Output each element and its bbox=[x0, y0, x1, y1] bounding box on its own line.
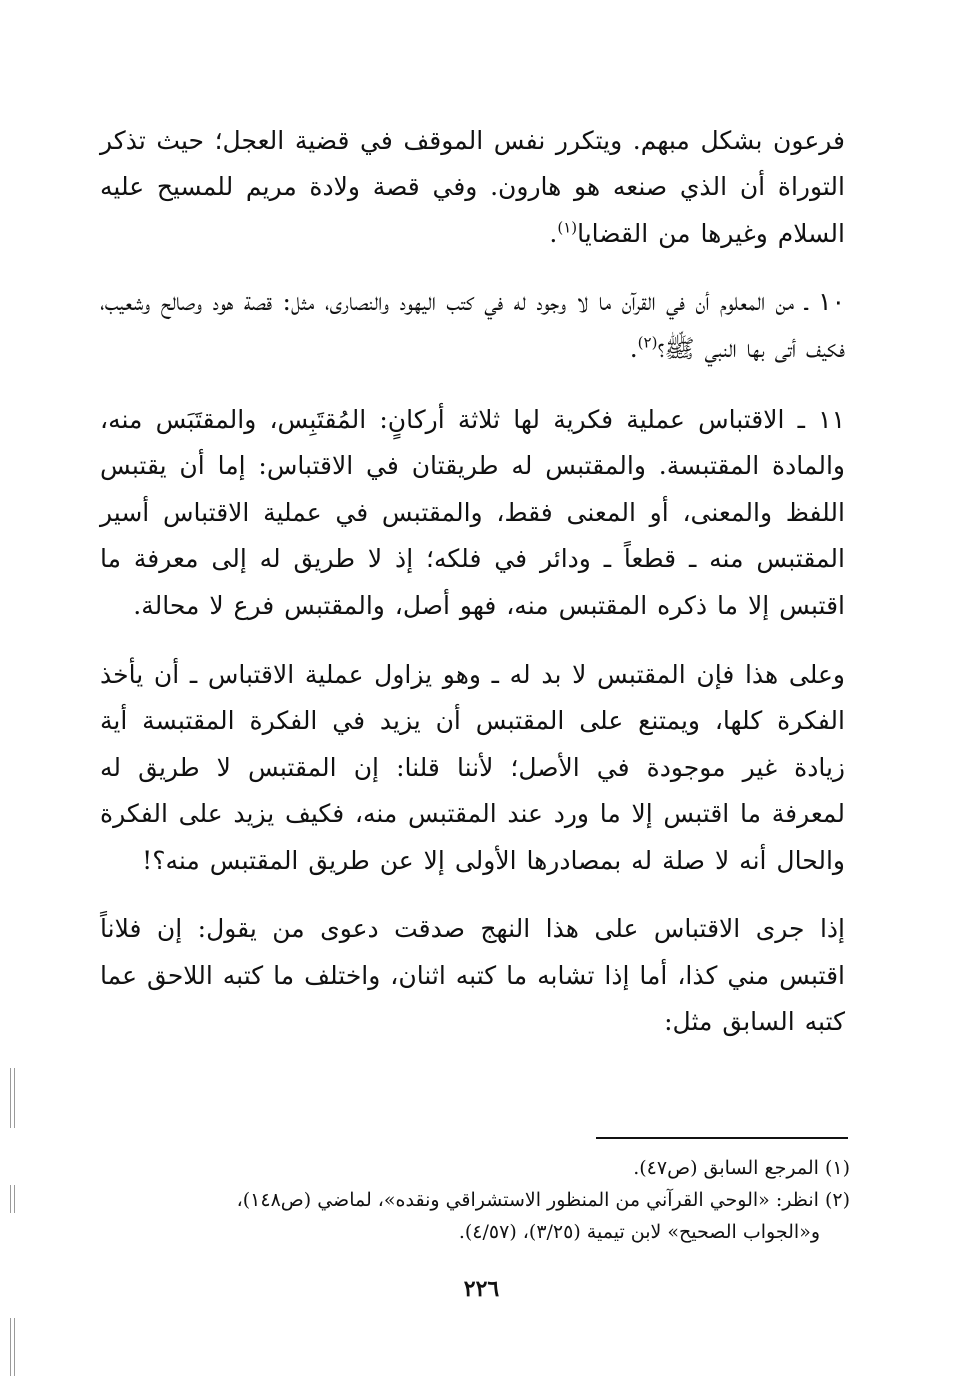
footnote-ref-2: (٢) bbox=[637, 333, 658, 352]
paragraph-1 bbox=[100, 118, 845, 257]
paragraph-2-end: . bbox=[629, 333, 638, 363]
scan-edge-mark bbox=[14, 1185, 15, 1213]
main-text-block bbox=[100, 118, 845, 1063]
paragraph-4-text: وعلى هذا فإن المقتبس لا بد له ـ وهو يزاول عملية الاقتباس ـ أن يأخذ الفكرة كلها، ويمتنع على المقتبس أن يزيد في الفكرة المقتبسة أية زيادة غير موجودة في الأصل؛ لأننا قلنا: إن المقتبس لا طريق له لمعرفة ما اقتبس إلا ما ورد عند المقتبس منه، فكيف يزيد على الفكرة والحال أنه لا صلة له بمصادرها الأولى إلا عن طريق المقتبس منه؟! bbox=[100, 660, 845, 875]
footnote-1 bbox=[100, 1152, 850, 1184]
paragraph-2 bbox=[100, 279, 845, 372]
paragraph-4 bbox=[100, 652, 845, 884]
paragraph-1-text: فرعون بشكل مبهم. ويتكرر نفس الموقف في قضية العجل؛ حيث تذكر التوراة أن الذي صنعه هو هارون. وفي قصة ولادة مريم للمسيح عليه السلام وغيرها من القضايا bbox=[100, 126, 845, 248]
footnote-2 bbox=[100, 1184, 850, 1248]
scan-edge-mark bbox=[14, 1318, 15, 1376]
scan-edge-mark bbox=[14, 1068, 15, 1128]
footnote-divider bbox=[596, 1137, 848, 1139]
paragraph-3 bbox=[100, 397, 845, 629]
paragraph-3-text: ١١ ـ الاقتباس عملية فكرية لها ثلاثة أركانٍ: المُقتَبِس، والمقتَبَس منه، والمادة المقتبسة. والمقتبس له طريقتان في الاقتباس: إما أن يقتبس اللفظ والمعنى، أو المعنى فقط، والمقتبس في عملية الاقتباس أسير المقتبس منه ـ قطعاً ـ ودائر في فلكه؛ إذ لا طريق له إلى معرفة ما اقتبس إلا ما ذكره المقتبس منه، فهو أصل، والمقتبس فرع لا محالة. bbox=[100, 405, 845, 620]
footnote-1-text: المرجع السابق (ص٤٧). bbox=[633, 1157, 819, 1179]
footnotes-block bbox=[100, 1152, 850, 1248]
paragraph-1-end: . bbox=[549, 218, 558, 248]
paragraph-5-text: إذا جرى الاقتباس على هذا النهج صدقت دعوى من يقول: إن فلاناً اقتبس مني كذا، أما إذا تشابه ما كتبه اثنان، واختلف ما كتبه اللاحق عما كتبه السابق مثل: bbox=[100, 914, 845, 1036]
scan-edge-mark bbox=[10, 1185, 11, 1213]
paragraph-2-text: ١٠ ـ من المعلوم أن في القرآن ما لا وجود له في كتب اليهود والنصارى، مثل: قصة هود وصالح وشعيب، فكيف أتى بها النبي ﷺ؟ bbox=[100, 287, 845, 363]
footnote-1-marker: (١) bbox=[824, 1157, 850, 1179]
scan-edge-mark bbox=[10, 1318, 11, 1376]
scan-edge-mark bbox=[10, 1068, 11, 1128]
footnote-2-marker: (٢) bbox=[824, 1189, 850, 1211]
footnote-ref-1: (١) bbox=[557, 218, 578, 237]
paragraph-5 bbox=[100, 906, 845, 1045]
footnote-2-text: انظر: «الوحي القرآني من المنظور الاستشراقي ونقده»، لماضي (ص١٤٨)، bbox=[236, 1189, 819, 1211]
page-number: ٢٢٦ bbox=[463, 1276, 500, 1302]
footnote-2-continuation: و«الجواب الصحيح» لابن تيمية (٣/٢٥)، (٤/٥٧). bbox=[458, 1221, 820, 1243]
